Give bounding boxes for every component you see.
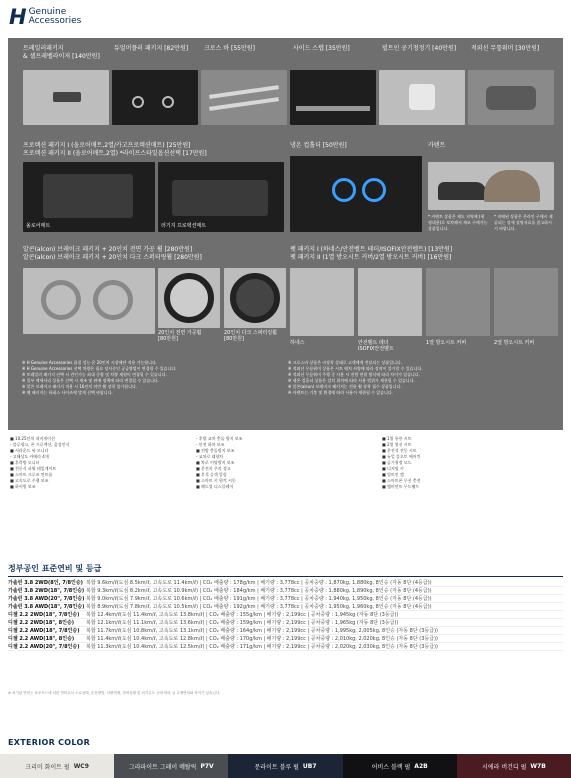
air-purifier-image [379,70,465,125]
seat-cover-rear-image [494,268,558,336]
color-swatches [0,754,571,778]
cup-holder-image [290,156,422,232]
color-swatch[interactable]: 그라파이트 그레이 메탈릭 P7V [114,754,228,778]
accessory-label: 프로텍션 패키지 I (올로어매트,2열/카고프로텍션매트) [25만원] [23,142,191,149]
knee-warmer-image [468,70,554,125]
accessory-label: 빌트인 공기청정기 [40만원] [382,45,457,52]
luggage-mat-image [158,162,284,232]
accessory-dual-muffler [114,45,206,53]
fuel-row: 가솔린 3.8 2WD(18", 7/8인승) 복합 9.3km/ℓ(도심 8.2km/ℓ, 고속도로 10.9km/ℓ) | CO₂ 배출량 : 184g/km | 배기량 : 3,778cc | 공차중량 : 1,880kg, 1,890kg, 8인승 (자동 8단 (4등급)) [8,587,563,595]
notes-left: ※ H Genuine Accessories 품질 성능 운 20인치 시장에만 적용 가능합니다. ※ H Genuine Accessories 선택 차량은 필요 당사중인 공급방법이 변경될 수 있습니다. ※ 트레일러 패키지 선택 시 견인가능 최대 중량 및 차량 제원이 변경될 수 있습니다. ※ 일부 액세서리 상품은 선택 시 제조 및 판매 정책에 따라 변경될 수 있습니다. ※ 알콘 브레이크 패키지 적용 시 16인치 미만 휠 장착 불가합니다. ※ 펫 패키지는 하네스 사이즈에 맞게 선택 바랍니다. [22,360,177,395]
accessory-label: 알콘(alcon) 브레이크 패키지 + 20인치 다크 스퍼터링휠 [280만원] [23,254,202,261]
accessory-label: 트레일러패키지 & 셀프레벨라이저 [140만원] [23,45,100,60]
accessory-air-purifier [382,45,474,53]
fuel-footnote: ※ 표기된 연비는 표준모드에 의한 연비로서 도로상태, 운전방법, 차량적재, 정비상태 및 외기온도 등에 따라 실 주행연비와 차이가 있습니다. [8,691,221,695]
spec-column-3: ■ 1열 통풍 시트 ■ 2열 열선 시트 ■ 운전석 전동 시트 ■ 듀얼 풀오토 에어컨 ■ 공기청정 모드 ■ 디지털 키 ■ 빌트인 캠 ■ 스마트폰 무선 충전 ■ 앰비언트 무드램프 [382,436,421,489]
pet-tether-image [358,268,422,336]
accessory-trailer [23,45,115,61]
car-tent-note-2: * 직배된 상품은 온라인 구매시 제공되는 상세 설명자료를 참고하시기 바랍니다. [494,214,553,231]
wheel-machined-image [158,268,220,328]
accessory-label: 알콘(alcon) 브레이크 패키지 + 20인치 전면 가공 휠 [280만원] [23,246,193,253]
accessory-protection [23,142,293,158]
accessory-cup-holder [290,142,410,150]
accessory-crossbar [204,45,296,53]
accessory-label: 펫 패키지 II (1열 방오시트 커버/2열 방오시트 커버) [16만원] [290,254,452,261]
fuel-row: 디젤 2.2 AWD(18", 8인승) 복합 11.4km/ℓ(도심 10.4km/ℓ, 고속도로 12.8km/ℓ) | CO₂ 배출량 : 170g/km | 배기량 : 2,199cc | 공차중량 : 2,010kg, 2,020kg, 8인승 (자동 8단 (3등급)) [8,635,563,643]
side-step-image [290,70,376,125]
color-swatch[interactable]: 문라이트 블루 펄 UB7 [228,754,342,778]
seat-cover-front-caption: 1열 방오시트 커버 [426,340,467,346]
fuel-title-divider [8,576,563,577]
accessory-alcon-brake [23,246,293,262]
fuel-row: 디젤 2.2 2WD(18", 7/8인승) 복합 12.4km/ℓ(도심 11.4km/ℓ, 고속도로 13.8km/ℓ) | CO₂ 배출량 : 155g/km | 배기량 : 2,199cc | 공차중량 : 1,945kg (자동 8단 (3등급)) [8,611,563,619]
fuel-economy-table [8,579,563,651]
brand-mark: H [9,5,27,29]
color-swatch[interactable]: 어비스 블랙 펄 A2B [343,754,457,778]
accessory-knee-warmer [471,45,563,53]
accessory-label: 적외선 무릎워머 [30만원] [471,45,540,52]
brake-caliper-image [23,268,155,334]
wheel-machined-caption: 20인치 전면 가공휠 [80만원] [158,330,202,342]
crossbar-image [201,70,287,125]
wheel-dark-caption: 20인치 다크 스퍼터링휠 [80만원] [224,330,278,342]
accessory-label: 카텐트 [428,142,446,149]
fuel-row: 디젤 2.2 2WD(18", 8인승) 복합 12.1km/ℓ(도심 11.1km/ℓ, 고속도로 13.6km/ℓ) | CO₂ 배출량 : 159g/km | 배기량 : 2,199cc | 공차중량 : 1,965kg (자동 8단 (3등급)) [8,619,563,627]
car-tent-note-1: * 카텐트 상품은 제도 지역에 (세정대용)로 보차해서 제조 구매가능 상품입니다. [428,214,488,231]
car-tent-image [428,162,554,210]
spec-column-2: - 후방 교차 충돌 방지 보조 - 안전 하차 보조 ■ 전방 충돌방지 보조 - 교차로 대향차 ■ 차로 이탈방지 보조 ■ 운전자 주의 경고 ■ 후석 승객 알림 ■ 스마트 키 원격 시동 ■ 헤드업 디스플레이 [196,436,243,489]
floor-mat-caption: 올로어매트 [26,223,51,229]
fuel-row: 디젤 2.2 AWD(20", 7/8인승) 복합 11.3km/ℓ(도심 10.4km/ℓ, 고속도로 12.5km/ℓ) | CO₂ 배출량 : 171g/km | 배기량 : 2,199cc | 공차중량 : 2,020kg, 2,030kg, 8인승 (자동 8단 (3등급)) [8,643,563,651]
color-swatch[interactable]: 크리미 화이트 펄 WC9 [0,754,114,778]
brand-logo [9,6,81,28]
dual-muffler-image [112,70,198,125]
spec-column-1: ■ 10.25인치 내비게이션 - 블루링크, 폰 프로젝션, 음성인식 ■ 서라운드 뷰 모니터 - 고해상도 카메라 4개 ■ 후측방 모니터 ■ 전동식 파워 테일게이트 ■ 스마트 크루즈 컨트롤 ■ 고속도로 주행 보조 ■ 하이빔 보조 [10,436,70,489]
floor-mat-image [23,162,155,232]
exterior-color-title: EXTERIOR COLOR [8,738,91,747]
pet-harness-caption: 하네스 [290,340,305,346]
luggage-mat-caption: 러기지 프로텍션매트 [161,223,207,229]
seat-cover-rear-caption: 2열 방오시트 커버 [494,340,535,346]
accessory-label: 프로텍션 패키지 II (올로어매트,2열) *라이프스타일옵션선택 [17만원] [23,150,207,157]
fuel-row: 디젤 2.2 AWD(18", 7/8인승) 복합 11.7km/ℓ(도심 10.8km/ℓ, 고속도로 13.1km/ℓ) | CO₂ 배출량 : 164g/km | 배기량 : 2,199cc | 공차중량 : 1,995kg, 2,005kg, 8인승 (자동 8단 (3등급)) [8,627,563,635]
accessory-label: 사이드 스텝 [35만원] [293,45,350,52]
brand-text: Genuine Accessories [28,7,82,26]
notes-right: ※ 크로스바 상품은 비장착 상태로 고객에게 전달되는 상품입니다. ※ 적외선 무릎워머 상품은 시트 배치 사양에 따라 장착이 불가할 수 있습니다. ※ 적외선 무릎워머 주행 중 사용 시 전원 연결 방식에 따라 차이가 있습니다. ※ 냉온 컵홀더 상품은 설치 위치에 따라 사용 범위가 제한될 수 있습니다. ※ 알콘(alcon) 브레이크 패키지는 전용 휠 장착 필수 상품입니다. ※ 카텐트는 기후 및 환경에 따라 사용이 제한될 수 있습니다. [288,360,423,395]
color-swatch[interactable]: 시에라 버건디 펄 W7B [457,754,571,778]
pet-tether-caption: 안전벨트 테더 ISOFIX안전벨트 [358,340,394,352]
accessory-label: 듀얼머플러 패키지 [82만원] [114,45,189,52]
accessory-car-tent [428,142,508,150]
fuel-row: 가솔린 3.8 AWD(18", 7/8인승) 복합 8.9km/ℓ(도심 7.8km/ℓ, 고속도로 10.5km/ℓ) | CO₂ 배출량 : 192g/km | 배기량 : 3,778cc | 공차중량 : 1,950kg, 1,960kg, 8인승 (자동 8단 (4등급)) [8,603,563,611]
trailer-hitch-image [23,70,109,125]
pet-harness-image [290,268,354,336]
accessory-label: 냉온 컵홀더 [50만원] [290,142,347,149]
accessory-pet-package [290,246,560,262]
wheel-dark-image [224,268,286,328]
accessory-label: 펫 패키지 I (하네스/안전벨트 테더/ISOFIX안전벨트) [13만원] [290,246,453,253]
seat-cover-front-image [426,268,490,336]
fuel-row: 가솔린 3.8 2WD(8인, 7/8인승) 복합 9.6km/ℓ(도심 8.5km/ℓ, 고속도로 11.4km/ℓ) | CO₂ 배출량 : 178g/km | 배기량 : 3,778cc | 공차중량 : 1,870kg, 1,880kg, 8인승 (자동 8단 (4등급)) [8,579,563,587]
fuel-row: 가솔린 3.8 AWD(20", 7/8인승) 복합 9.0km/ℓ(도심 7.9km/ℓ, 고속도로 10.6km/ℓ) | CO₂ 배출량 : 191g/km | 배기량 : 3,778cc | 공차중량 : 1,940kg, 1,950kg, 8인승 (자동 8단 (4등급)) [8,595,563,603]
accessory-side-step [293,45,385,53]
accessory-notes [8,354,563,430]
accessories-panel [8,38,563,354]
fuel-economy-title: 정부공인 표준연비 및 등급 [8,564,102,573]
accessory-label: 크로스 바 [55만원] [204,45,255,52]
